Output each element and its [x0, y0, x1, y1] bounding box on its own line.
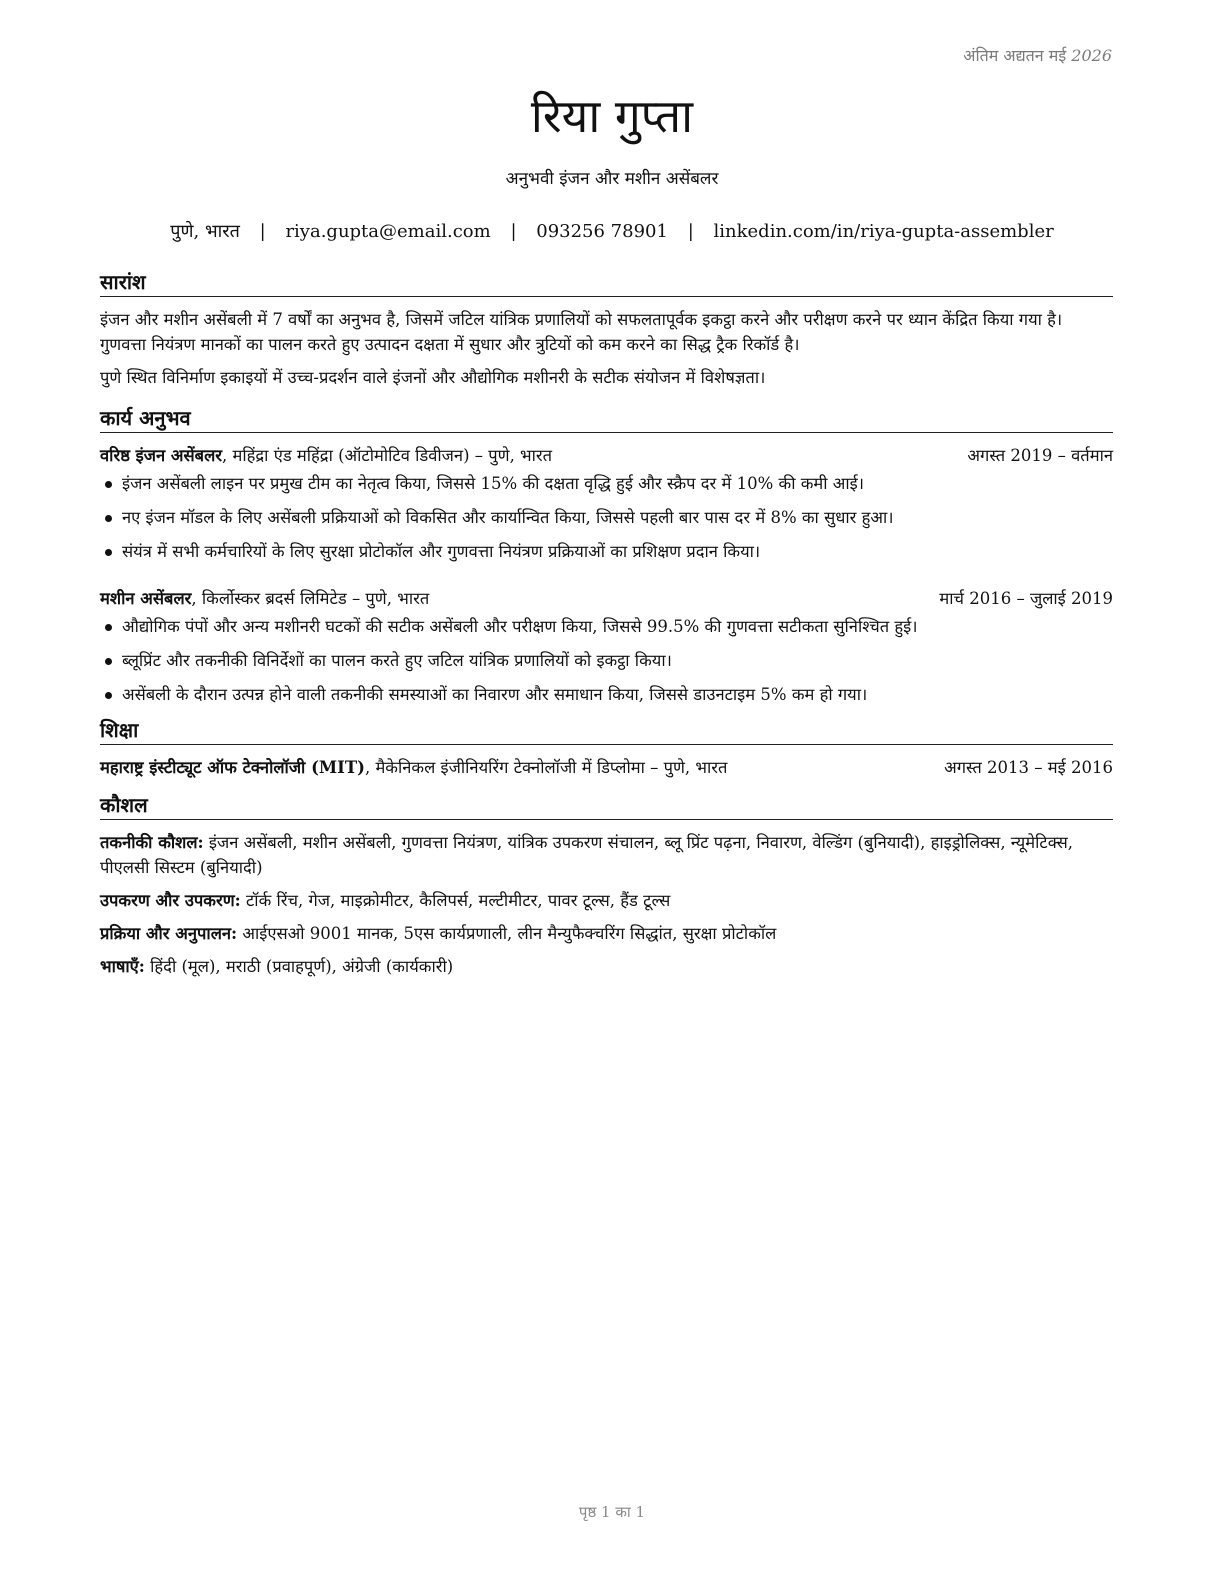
job-role: वरिष्ठ इंजन असेंबलर [100, 446, 223, 465]
skill-line [100, 888, 1113, 913]
job-org: , महिंद्रा एंड महिंद्रा (ऑटोमोटिव डिवीजन) – पुणे, भारत [222, 446, 553, 465]
summary-paragraph: पुणे स्थित विनिर्माण इकाइयों में उच्च-प्रदर्शन वाले इंजनों और औद्योगिक मशीनरी के सटीक संयोजन में विशेषज्ञता। [100, 368, 766, 387]
section-title-skills: कौशल [100, 791, 1113, 820]
job-entry [100, 586, 1113, 707]
skill-label: प्रक्रिया और अनुपालन: [100, 924, 238, 943]
candidate-tagline: अनुभवी इंजन और मशीन असेंबलर [505, 169, 719, 189]
skill-line [100, 830, 1113, 880]
job-bullet: इंजन असेंबली लाइन पर प्रमुख टीम का नेतृत्व किया, जिससे 15% की दक्षता वृद्धि हुई और स्क्रैप दर में 10% की कमी आई। [100, 471, 1113, 496]
contact-phone[interactable]: 093256 78901 [536, 221, 668, 242]
job-title-line [100, 443, 552, 469]
summary-paragraph: इंजन और मशीन असेंबली में 7 वर्षों का अनुभव है, जिसमें जटिल यांत्रिक प्रणालियों को सफलतापूर्वक इकट्ठा करने और परीक्षण करने पर ध्यान केंद्रित किया गया है। गुणवत्ता नियंत्रण मानकों का पालन करते हुए उत्पादन दक्षता में सुधार और त्रुटियों को कम करने का सिद्ध ट्रैक रिकॉर्ड है। [100, 310, 1063, 354]
skill-label: भाषाएँ: [100, 957, 145, 976]
contact-line [0, 219, 1224, 243]
section-title-education: शिक्षा [100, 716, 1113, 745]
last-updated-year: 2026 [1071, 46, 1112, 65]
skill-label: उपकरण और उपकरण: [100, 891, 241, 910]
section-title-summary: सारांश [100, 268, 1113, 297]
contact-email[interactable]: riya.gupta@email.com [285, 221, 491, 242]
job-header [100, 443, 1113, 469]
job-bullets [100, 471, 1113, 564]
job-bullet: असेंबली के दौरान उत्पन्न होने वाली तकनीकी समस्याओं का निवारण और समाधान किया, जिससे डाउनटाइम 5% कम हो गया। [100, 682, 1113, 707]
page-number: पृष्ठ 1 का 1 [578, 1503, 646, 1521]
contact-separator: | [510, 221, 517, 242]
job-bullet: ब्लूप्रिंट और तकनीकी विनिर्देशों का पालन करते हुए जटिल यांत्रिक प्रणालियों को इकट्ठा किया। [100, 648, 1113, 673]
contact-separator: | [259, 221, 266, 242]
skill-line [100, 921, 1113, 946]
section-title-experience: कार्य अनुभव [100, 404, 1113, 433]
last-updated-label: अंतिम अद्यतन मई [963, 46, 1067, 65]
education-entry [100, 755, 1113, 781]
job-org: , किर्लोस्कर ब्रदर्स लिमिटेड – पुणे, भारत [191, 589, 430, 608]
last-updated [963, 44, 1112, 66]
contact-linkedin[interactable]: linkedin.com/in/riya-gupta-assembler [713, 221, 1054, 242]
job-dates: अगस्त 2019 – वर्तमान [967, 446, 1113, 465]
skill-text: आईएसओ 9001 मानक, 5एस कार्यप्रणाली, लीन मैन्युफैक्चरिंग सिद्धांत, सुरक्षा प्रोटोकॉल [237, 924, 777, 943]
job-dates: मार्च 2016 – जुलाई 2019 [939, 589, 1113, 608]
contact-separator: | [687, 221, 694, 242]
education-detail: , मैकेनिकल इंजीनियरिंग टेक्नोलॉजी में डिप्लोमा – पुणे, भारत [364, 758, 728, 777]
contact-location: पुणे, भारत [170, 221, 240, 242]
job-title-line [100, 586, 429, 612]
education-institution: महाराष्ट्र इंस्टीट्यूट ऑफ टेक्नोलॉजी (MIT) [100, 758, 365, 777]
job-bullets [100, 614, 1113, 707]
job-bullet: औद्योगिक पंपों और अन्य मशीनरी घटकों की सटीक असेंबली और परीक्षण किया, जिससे 99.5% की गुणवत्ता सटीकता सुनिश्चित हुई। [100, 614, 1113, 639]
job-bullet: नए इंजन मॉडल के लिए असेंबली प्रक्रियाओं को विकसित और कार्यान्वित किया, जिससे पहली बार पास दर में 8% का सुधार हुआ। [100, 505, 1113, 530]
education-dates: अगस्त 2013 – मई 2016 [944, 758, 1113, 777]
skill-label: तकनीकी कौशल: [100, 833, 204, 852]
skill-text: इंजन असेंबली, मशीन असेंबली, गुणवत्ता नियंत्रण, यांत्रिक उपकरण संचालन, ब्लू प्रिंट पढ़ना, निवारण, वेल्डिंग (बुनियादी), हाइड्रोलिक्स, न्यूमेटिक्स, पीएलसी सिस्टम (बुनियादी) [100, 833, 1073, 877]
job-header [100, 586, 1113, 612]
skill-text: टॉर्क रिंच, गेज, माइक्रोमीटर, कैलिपर्स, मल्टीमीटर, पावर टूल्स, हैंड टूल्स [240, 891, 671, 910]
job-role: मशीन असेंबलर [100, 589, 192, 608]
skill-text: हिंदी (मूल), मराठी (प्रवाहपूर्ण), अंग्रेजी (कार्यकारी) [144, 957, 454, 976]
job-entry [100, 443, 1113, 564]
candidate-name: रिया गुप्ता [530, 89, 694, 143]
job-bullet: संयंत्र में सभी कर्मचारियों के लिए सुरक्षा प्रोटोकॉल और गुणवत्ता नियंत्रण प्रक्रियाओं का प्रशिक्षण प्रदान किया। [100, 539, 1113, 564]
skill-line [100, 954, 1113, 979]
education-line [100, 755, 727, 781]
resume-content [100, 268, 1113, 987]
